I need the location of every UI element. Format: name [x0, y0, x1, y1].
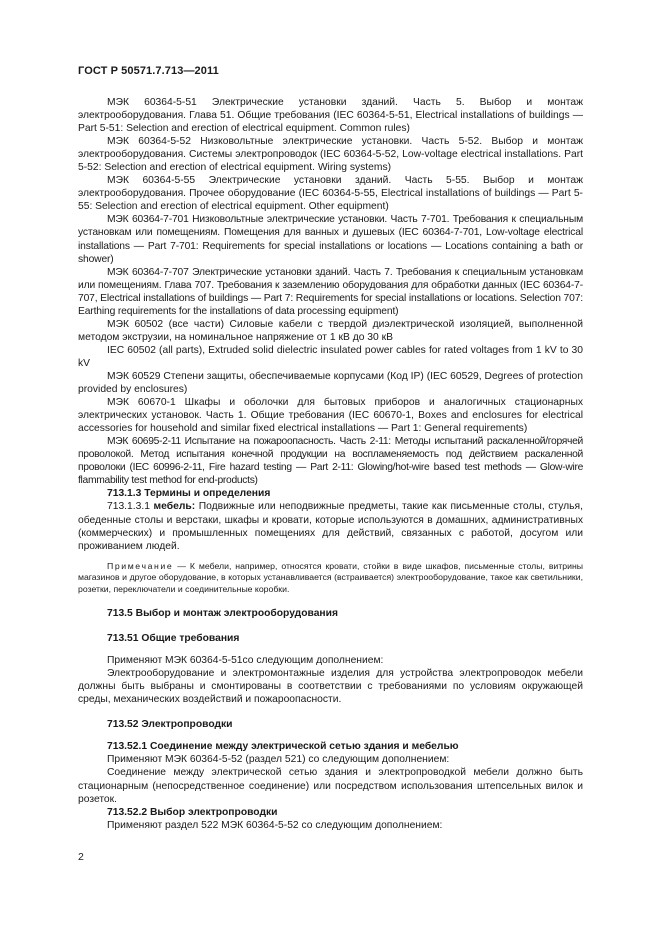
- reference-iec-60529: МЭК 60529 Степени защиты, обеспечиваемые корпусами (Код IP) (IEC 60529, Degrees of protection provided by enclosures): [78, 370, 583, 396]
- document-body: [78, 96, 583, 832]
- reference-iec-60670-1: МЭК 60670-1 Шкафы и оболочки для бытовых приборов и аналогичных стационарных электрических установок. Часть 1. Общие требования (IEC 60670-1, Boxes and enclosures for electrical accessories for household and similar fixed electrical installations — Part 1: General requirements): [78, 397, 583, 435]
- definition-number: 713.1.3.1: [107, 501, 150, 513]
- terms-heading: 713.1.3 Термины и определения: [107, 488, 271, 500]
- note-text: — К мебели, например, относятся кровати, стойки в виде шкафов, письменные столы, витрины магазинов и другое оборудование, в которых устанавливается (встраивается) электрооборудование, такое как светильники, розетки, переключатели и соединительные коробки.: [78, 560, 583, 595]
- reference-iec-60364-7-701: МЭК 60364-7-701 Низковольтные электрические установки. Часть 7-701. Требования к специальным установкам или помещениям. Помещения для ванных и душевых (IEC 60364-7-701, Low-voltage electrical installations — Part 7-701: Requirements for special installations or locations — Locations containing a bath or shower): [78, 214, 583, 265]
- section-713-52-1-heading: 713.52.1 Соединение между электрической сетью здания и мебелью: [107, 741, 459, 753]
- furniture-definition: [78, 500, 583, 552]
- section-713-52-1-para-2: Соединение между электрической сетью здания и электропроводкой мебели должно быть стационарным (непосредственное соединение) или посредством использования штепсельных вилок и розеток.: [78, 767, 583, 805]
- furniture-note: [78, 561, 583, 596]
- section-713-51-heading: 713.51 Общие требования: [107, 633, 240, 645]
- reference-iec-60502-en: IEC 60502 (all parts), Extruded solid dielectric insulated power cables for rated voltages from 1 kV to 30 kV: [78, 344, 583, 369]
- section-713-52-2-heading: 713.52.2 Выбор электропроводки: [107, 806, 278, 818]
- definition-term: мебель:: [153, 501, 196, 513]
- definition-text: Подвижные или неподвижные предметы, такие как письменные столы, стулья, обеденные столы и верстаки, шкафы и кровати, которые используются в домашних, административных (коммерческих) и промышленных помещениях для действий, связанных с работой, досугом или проживанием людей.: [78, 501, 583, 552]
- note-label: Примечание: [107, 560, 174, 571]
- section-713-5-heading: 713.5 Выбор и монтаж электрооборудования: [107, 608, 338, 620]
- reference-iec-60364-7-707: МЭК 60364-7-707 Электрические установки зданий. Часть 7. Требования к специальным установкам или помещениям. Глава 707. Требования к заземлению оборудования для обработки данных (IEC 60364-7-707, Electrical installations of buildings — Part 7: Requirements for special installations or locations. Selection 707: Earthing requirements for the installations of data processing equipment): [78, 266, 583, 317]
- standard-header: ГОСТ Р 50571.7.713—2011: [78, 65, 219, 77]
- page-number: 2: [78, 851, 84, 863]
- reference-iec-60502-ru: МЭК 60502 (все части) Силовые кабели с твердой диэлектрической изоляцией, выполненной методом экструзии, на номинальное напряжение от 1 кВ до 30 кВ: [78, 318, 583, 343]
- section-713-52-1-para-1: Применяют МЭК 60364-5-52 (раздел 521) со следующим дополнением:: [107, 754, 450, 766]
- reference-iec-60695-2-11: МЭК 60695-2-11 Испытание на пожароопасность. Часть 2-11: Методы испытаний раскаленной/горячей проволокой. Метод испытания конечной продукции на воспламеняемость под действием раскаленной проволоки (IEC 60996-2-11, Fire hazard testing — Part 2-11: Glowing/hot-wire based test methods — Glow-wire flammability test method for end-products): [78, 436, 583, 487]
- reference-iec-60364-5-55: МЭК 60364-5-55 Электрические установки зданий. Часть 5-55. Выбор и монтаж электрооборудования. Прочее оборудование (IEC 60364-5-55, Electrical installations of buildings — Part 5-55: Selection and erection of electrical equipment. Other equipment): [78, 175, 583, 213]
- reference-iec-60364-5-51: МЭК 60364-5-51 Электрические установки зданий. Часть 5. Выбор и монтаж электрооборудования. Глава 51. Общие требования (IEC 60364-5-51, Electrical installations of buildings — Part 5-51: Selection and erection of electrical equipment. Common rules): [78, 97, 583, 135]
- section-713-51-para-1: Применяют МЭК 60364-5-51со следующим дополнением:: [107, 655, 384, 667]
- section-713-51-para-2: Электрооборудование и электромонтажные изделия для устройства электропроводок мебели должны быть выбраны и смонтированы в соответствии с требованиями по условиям окружающей среды, механических воздействий и пожароопасности.: [78, 668, 583, 706]
- section-713-52-heading: 713.52 Электропроводки: [107, 719, 233, 731]
- section-713-52-2-para-1: Применяют раздел 522 МЭК 60364-5-52 со следующим дополнением:: [107, 819, 443, 831]
- reference-iec-60364-5-52: МЭК 60364-5-52 Низковольтные электрические установки. Часть 5-52. Выбор и монтаж электрооборудования. Системы электропроводок (IEC 60364-5-52, Low-voltage electrical installations. Part 5-52: Selection and erection of electrical equipment. Wiring systems): [78, 136, 583, 174]
